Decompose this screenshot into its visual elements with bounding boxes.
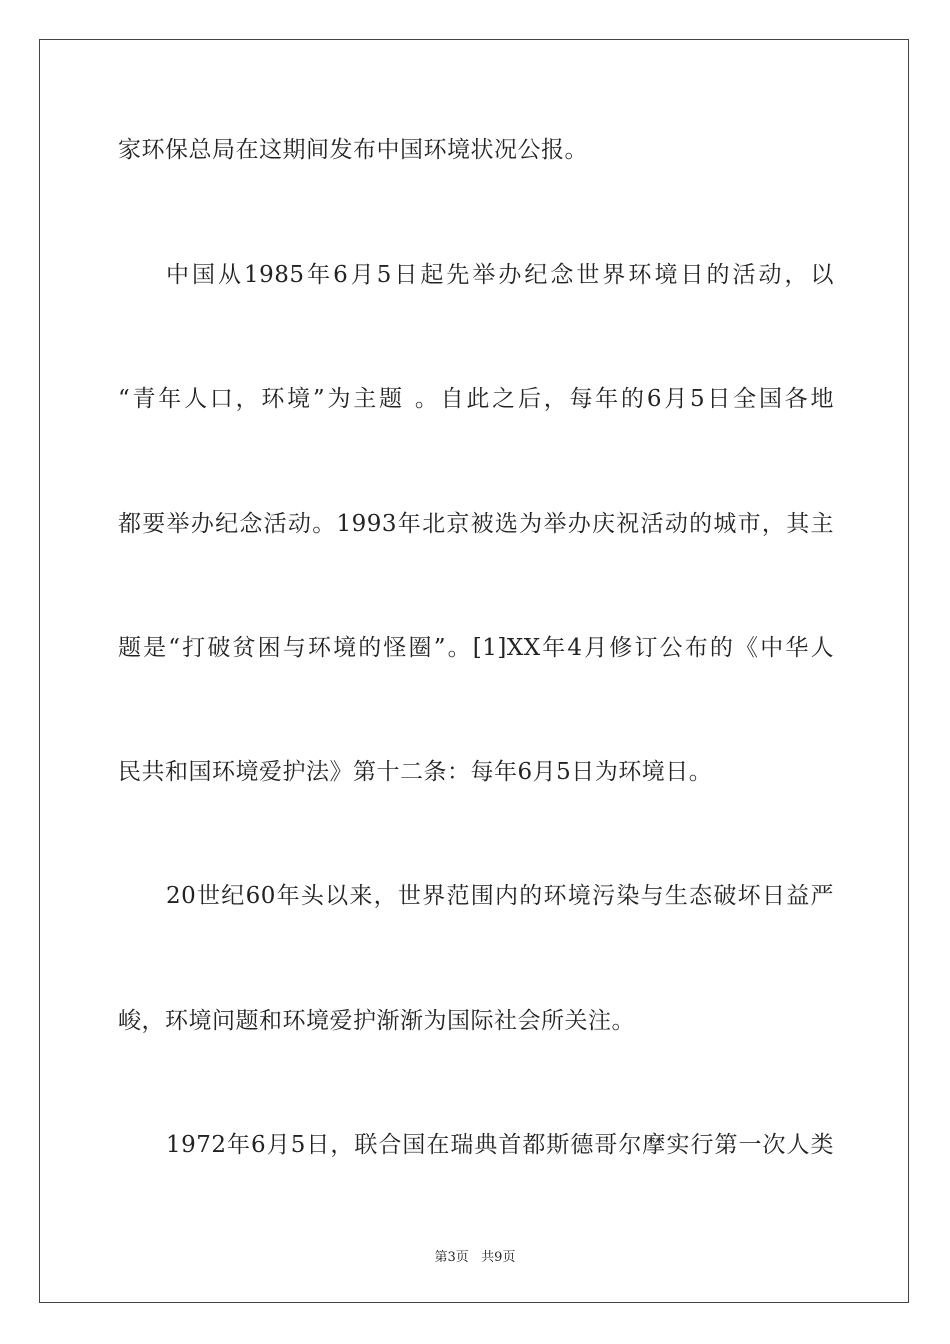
- body-line-8: 峻，环境问题和环境爱护渐渐为国际社会所关注。: [118, 1008, 635, 1034]
- page-border: [39, 39, 909, 1303]
- body-line-9: 1972年6月5日，联合国在瑞典首都斯德哥尔摩实行第一次人类: [166, 1132, 834, 1158]
- body-line-3: “青年人口，环境”为主题 。自此之后，每年的6月5日全国各地: [118, 386, 834, 412]
- body-line-6: 民共和国环境爱护法》第十二条：每年6月5日为环境日。: [118, 759, 713, 785]
- body-line-5: 题是“打破贫困与环境的怪圈”。[1]XX年4月修订公布的《中华人: [118, 635, 834, 661]
- body-line-2: 中国从1985年6月5日起先举办纪念世界环境日的活动，以: [166, 262, 834, 288]
- page-number-footer: 第3页 共9页: [434, 1250, 516, 1265]
- body-line-7: 20世纪60年头以来，世界范围内的环境污染与生态破坏日益严: [166, 883, 834, 909]
- body-line-4: 都要举办纪念活动。1993年北京被选为举办庆祝活动的城市，其主: [118, 511, 834, 537]
- body-line-1: 家环保总局在这期间发布中国环境状况公报。: [118, 137, 588, 163]
